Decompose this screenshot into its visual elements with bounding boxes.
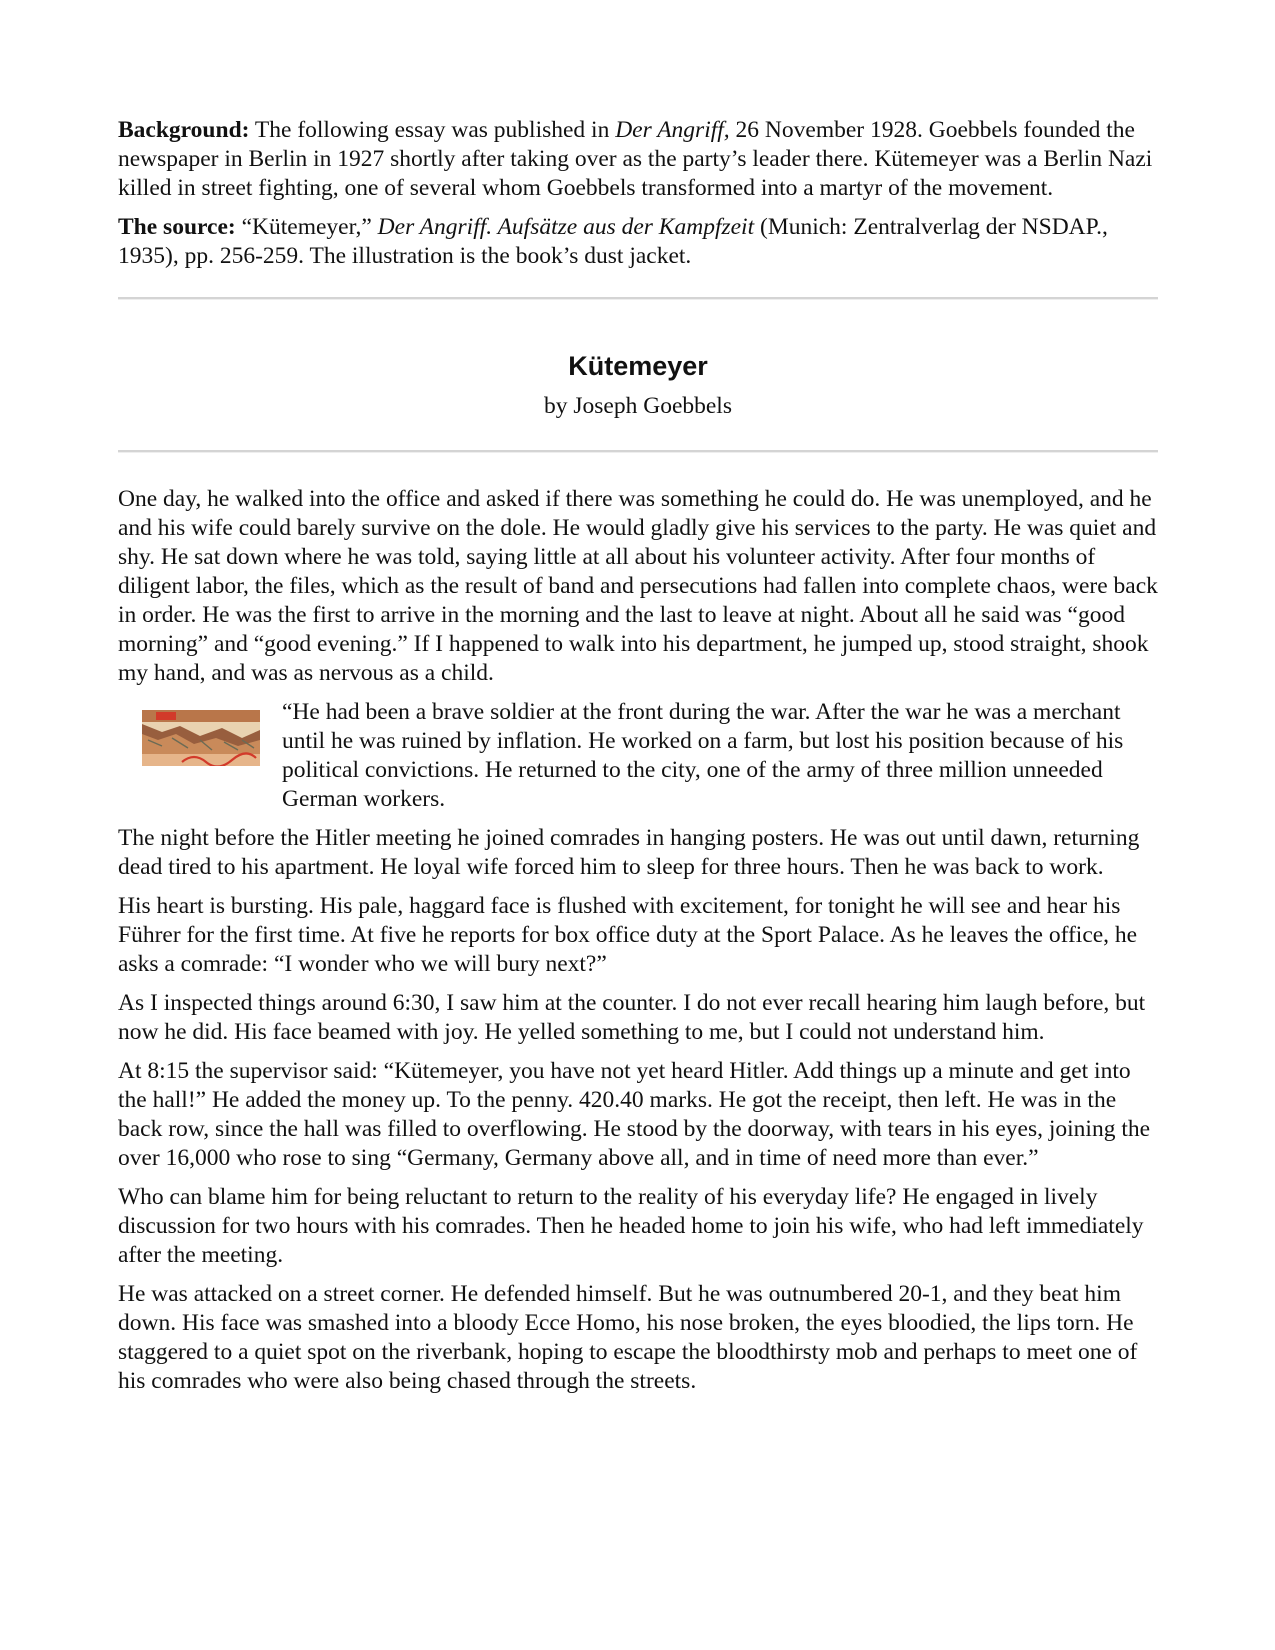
title-block xyxy=(118,300,1158,450)
article-paragraph-1: One day, he walked into the office and asked if there was something he could do. He was unemployed, and he and his wife could barely survive on the dole. He would gladly give his services to the party. He was quiet and shy. He sat down where he was told, saying little at all about his volunteer activity. After four months of diligent labor, the files, which as the result of band and persecutions had fallen into complete chaos, were back in order. He was the first to arrive in the morning and the last to leave at night. About all he said was “good morning” and “good evening.” If I happened to walk into his department, he jumped up, stood straight, shook my hand, and was as nervous as a child. xyxy=(118,486,1158,686)
document-page xyxy=(118,116,1158,1406)
article-paragraph-4: His heart is bursting. His pale, haggard face is flushed with excitement, for tonight he will see and hear his Führer for the first time. At five he reports for box office duty at the Sport Palace. As he leaves the office, he asks a comrade: “I wonder who we will bury next?” xyxy=(118,893,1138,977)
article-title: Kütemeyer xyxy=(568,351,708,381)
article-byline: by Joseph Goebbels xyxy=(544,393,732,419)
book-title: Der Angriff. Aufsätze aus der Kampfzeit xyxy=(377,214,755,240)
background-label: Background: xyxy=(118,117,250,143)
illustrated-paragraph xyxy=(118,698,1158,814)
source-label: The source: xyxy=(118,214,236,240)
article-paragraph-2: “He had been a brave soldier at the front during the war. After the war he was a merchant until he was ruined by inflation. He worked on a farm, but lost his position because of his political convictions. He returned to the city, one of the army of three million unneeded German workers. xyxy=(282,699,1124,812)
publication-title: Der Angriff, xyxy=(615,117,730,143)
intro-section xyxy=(118,116,1158,271)
book-dust-jacket-thumbnail-icon xyxy=(142,710,260,766)
source-paragraph: The source: “Kütemeyer,” Der Angriff. Aufsätze aus der Kampfzeit (Munich: Zentralverlag der NSDAP., 1935), pp. 256-259. The illustration is the book’s dust jacket. xyxy=(118,214,1108,269)
article-paragraph-3: The night before the Hitler meeting he joined comrades in hanging posters. He was out until dawn, returning dead tired to his apartment. He loyal wife forced him to sleep for three hours. Then he was back to work. xyxy=(118,825,1140,880)
article-paragraph-6: At 8:15 the supervisor said: “Kütemeyer, you have not yet heard Hitler. Add things up a minute and get into the hall!” He added the money up. To the penny. 420.40 marks. He got the receipt, then left. He was in the back row, since the hall was filled to overflowing. He stood by the doorway, with tears in his eyes, joining the over 16,000 who rose to sing “Germany, Germany above all, and in time of need more than ever.” xyxy=(118,1058,1151,1171)
article-paragraph-8: He was attacked on a street corner. He defended himself. But he was outnumbered 20-1, and they beat him down. His face was smashed into a bloody Ecce Homo, his nose broken, the eyes bloodied, the lips torn. He staggered to a quiet spot on the riverbank, hoping to escape the bloodthirsty mob and perhaps to meet one of his comrades who were also being chased through the streets. xyxy=(118,1281,1138,1394)
background-paragraph: Background: The following essay was published in Der Angriff, 26 November 1928. Goebbels founded the newspaper in Berlin in 1927 shortly after taking over as the party’s leader there. Kütemeyer was a Berlin Nazi killed in street fighting, one of several whom Goebbels transformed into a martyr of the movement. xyxy=(118,117,1153,201)
article-body xyxy=(118,453,1158,1396)
article-paragraph-7: Who can blame him for being reluctant to return to the reality of his everyday life? He engaged in lively discussion for two hours with his comrades. Then he headed home to join his wife, who had left immediately after the meeting. xyxy=(118,1184,1144,1268)
article-paragraph-5: As I inspected things around 6:30, I saw him at the counter. I do not ever recall hearing him laugh before, but now he did. His face beamed with joy. He yelled something to me, but I could not understand him. xyxy=(118,990,1146,1045)
